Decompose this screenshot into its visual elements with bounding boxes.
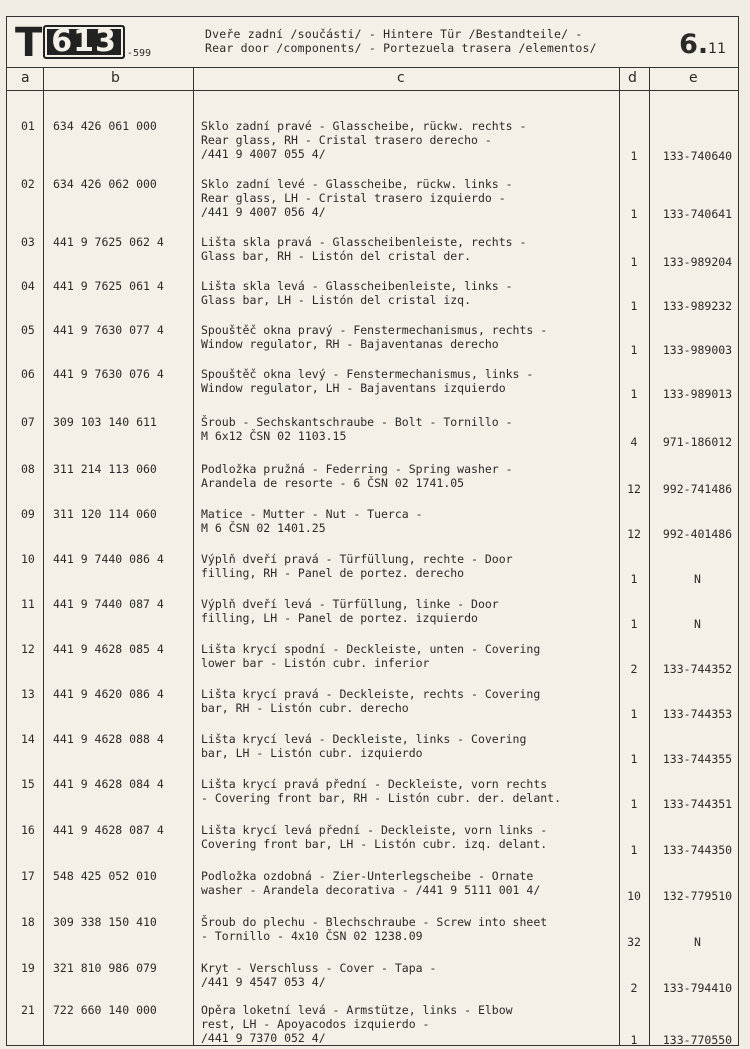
item-position: 16 (21, 823, 35, 837)
description-line: Rear glass, RH - Cristal trasero derecho - (201, 133, 492, 147)
title-line: Rear door /components/ - Portezuela trasera /elementos/ (205, 41, 597, 55)
description-line: Sklo zadní pravé - Glasscheibe, rückw. rechts - (201, 119, 527, 133)
part-description (201, 507, 621, 535)
description-line: Window regulator, RH - Bajaventanas derecho (201, 337, 499, 351)
item-position: 04 (21, 279, 35, 293)
description-line: M 6 ČSN 02 1401.25 (201, 521, 326, 535)
part-description (201, 462, 621, 490)
part-number: 441 9 4628 087 4 (53, 823, 164, 837)
quantity: 4 (630, 435, 638, 449)
quantity: 1 (630, 299, 638, 313)
description-line: lower bar - Listón cubr. inferior (201, 656, 430, 670)
part-number: 441 9 7625 062 4 (53, 235, 164, 249)
part-description (201, 415, 621, 443)
description-line: rest, LH - Apoyacodos izquierdo - (201, 1017, 430, 1031)
quantity: 2 (630, 662, 638, 676)
t613-logo (15, 20, 152, 66)
description-line: Kryt - Verschluss - Cover - Tapa - (201, 961, 437, 975)
part-number: 441 9 7440 087 4 (53, 597, 164, 611)
page-number (679, 29, 726, 60)
quantity: 1 (630, 843, 638, 857)
part-description (201, 279, 621, 307)
quantity: 12 (627, 527, 641, 541)
quantity: 1 (630, 752, 638, 766)
part-number: 634 426 062 000 (53, 177, 157, 191)
quantity: 1 (630, 149, 638, 163)
description-line: Podložka ozdobná - Zier-Unterlegscheibe - Ornate (201, 869, 534, 883)
column-header-b: b (111, 70, 120, 86)
order-code: N (694, 572, 701, 586)
description-line: Arandela de resorte - 6 ČSN 02 1741.05 (201, 476, 465, 490)
description-line: Glass bar, RH - Listón del cristal der. (201, 249, 472, 263)
quantity: 1 (630, 255, 638, 269)
part-number: 311 120 114 060 (53, 507, 157, 521)
description-line: /441 9 4007 055 4/ (201, 147, 326, 161)
description-line: bar, LH - Listón cubr. izquierdo (201, 746, 423, 760)
logo-suffix: -599 (126, 48, 152, 59)
part-description (201, 235, 621, 263)
description-line: filling, RH - Panel de portez. derecho (201, 566, 465, 580)
item-position: 07 (21, 415, 35, 429)
description-line: Lišta krycí spodní - Deckleiste, unten - Covering (201, 642, 541, 656)
description-line: - Tornillo - 4x10 ČSN 02 1238.09 (201, 929, 423, 943)
column-header-c: c (397, 70, 405, 86)
description-line: Glass bar, LH - Listón del cristal izq. (201, 293, 472, 307)
description-line: Lišta krycí pravá - Deckleiste, rechts - Covering (201, 687, 541, 701)
quantity: 12 (627, 482, 641, 496)
order-code: 133-989232 (662, 299, 733, 313)
item-position: 15 (21, 777, 35, 791)
order-code: 132-779510 (662, 889, 733, 903)
description-line: Lišta skla pravá - Glasscheibenleiste, rechts - (201, 235, 527, 249)
order-code: 992-401486 (662, 527, 733, 541)
quantity: 10 (627, 889, 641, 903)
description-line: Sklo zadní levé - Glasscheibe, rückw. links - (201, 177, 513, 191)
part-number: 441 9 7630 077 4 (53, 323, 164, 337)
item-position: 09 (21, 507, 35, 521)
order-code: 133-989204 (662, 255, 733, 269)
part-number: 441 9 4628 084 4 (53, 777, 164, 791)
page-number-main: 6. (679, 29, 709, 60)
quantity: 1 (630, 207, 638, 221)
description-line: washer - Arandela decorativa - /441 9 5111 001 4/ (201, 883, 541, 897)
quantity: 1 (630, 617, 638, 631)
order-code: 133-740641 (662, 207, 733, 221)
description-line: Šroub - Sechskantschraube - Bolt - Tornillo - (201, 415, 513, 429)
description-line: Výplň dveří levá - Türfüllung, linke - Door (201, 597, 499, 611)
description-line: Matice - Mutter - Nut - Tuerca - (201, 507, 423, 521)
column-header-a: a (21, 70, 30, 86)
item-position: 06 (21, 367, 35, 381)
item-position: 01 (21, 119, 35, 133)
item-position: 19 (21, 961, 35, 975)
item-position: 13 (21, 687, 35, 701)
description-line: Lišta krycí levá přední - Deckleiste, vorn links - (201, 823, 548, 837)
part-number: 634 426 061 000 (53, 119, 157, 133)
part-number: 441 9 4628 085 4 (53, 642, 164, 656)
order-code: 133-989003 (662, 343, 733, 357)
sheet-header (7, 17, 738, 68)
part-number: 441 9 7440 086 4 (53, 552, 164, 566)
column-header-d: d (628, 70, 637, 86)
order-code: 133-744350 (662, 843, 733, 857)
column-header-row (7, 68, 738, 91)
description-line: Opěra loketní levá - Armstütze, links - Elbow (201, 1003, 513, 1017)
order-code: 133-740640 (662, 149, 733, 163)
description-line: Lišta krycí pravá přední - Deckleiste, vorn rechts (201, 777, 548, 791)
item-position: 05 (21, 323, 35, 337)
description-line: filling, LH - Panel de portez. izquierdo (201, 611, 478, 625)
description-line: Výplň dveří pravá - Türfüllung, rechte - Door (201, 552, 513, 566)
order-code: 992-741486 (662, 482, 733, 496)
column-divider (649, 67, 650, 1045)
quantity: 2 (630, 981, 638, 995)
page-number-sub: 11 (708, 41, 726, 57)
quantity: 1 (630, 343, 638, 357)
item-position: 18 (21, 915, 35, 929)
parts-sheet (6, 16, 739, 1046)
part-description (201, 823, 621, 851)
order-code: 133-989013 (662, 387, 733, 401)
item-position: 03 (21, 235, 35, 249)
order-code: 133-770550 (662, 1033, 733, 1047)
description-line: /441 9 4547 053 4/ (201, 975, 326, 989)
order-code: 971-186012 (662, 435, 733, 449)
part-number: 311 214 113 060 (53, 462, 157, 476)
part-description (201, 777, 621, 805)
description-line: - Covering front bar, RH - Listón cubr. der. delant. (201, 791, 562, 805)
order-code: 133-744352 (662, 662, 733, 676)
part-description (201, 367, 621, 395)
quantity: 1 (630, 797, 638, 811)
logo-letter: T (15, 20, 41, 66)
part-number: 309 338 150 410 (53, 915, 157, 929)
part-description (201, 177, 621, 219)
order-code: 133-794410 (662, 981, 733, 995)
part-description (201, 915, 621, 943)
logo-number: 613 (43, 25, 125, 59)
order-code: 133-744351 (662, 797, 733, 811)
item-position: 02 (21, 177, 35, 191)
description-line: bar, RH - Listón cubr. derecho (201, 701, 409, 715)
part-description (201, 1003, 621, 1045)
part-description (201, 597, 621, 625)
description-line: Spouštěč okna pravý - Fenstermechanismus, rechts - (201, 323, 548, 337)
description-line: Window regulator, LH - Bajaventans izquierdo (201, 381, 506, 395)
part-number: 441 9 4628 088 4 (53, 732, 164, 746)
part-number: 441 9 4620 086 4 (53, 687, 164, 701)
part-description (201, 642, 621, 670)
order-code: 133-744355 (662, 752, 733, 766)
description-line: M 6x12 ČSN 02 1103.15 (201, 429, 347, 443)
part-description (201, 687, 621, 715)
item-position: 10 (21, 552, 35, 566)
column-header-e: e (689, 70, 698, 86)
quantity: 1 (630, 1033, 638, 1047)
part-description (201, 119, 621, 161)
description-line: Spouštěč okna levý - Fenstermechanismus, links - (201, 367, 534, 381)
description-line: /441 9 4007 056 4/ (201, 205, 326, 219)
column-divider (193, 67, 194, 1045)
part-description (201, 961, 621, 989)
item-position: 17 (21, 869, 35, 883)
page-title (205, 27, 597, 55)
order-code: 133-744353 (662, 707, 733, 721)
item-position: 12 (21, 642, 35, 656)
title-line: Dveře zadní /součásti/ - Hintere Tür /Bestandteile/ - (205, 27, 583, 41)
description-line: Rear glass, LH - Cristal trasero izquierdo - (201, 191, 506, 205)
item-position: 11 (21, 597, 35, 611)
description-line: Podložka pružná - Federring - Spring washer - (201, 462, 513, 476)
part-description (201, 323, 621, 351)
description-line: Šroub do plechu - Blechschraube - Screw into sheet (201, 915, 548, 929)
quantity: 1 (630, 572, 638, 586)
quantity: 1 (630, 387, 638, 401)
column-divider (43, 67, 44, 1045)
quantity: 32 (627, 935, 641, 949)
part-number: 309 103 140 611 (53, 415, 157, 429)
description-line: Covering front bar, LH - Listón cubr. izq. delant. (201, 837, 548, 851)
part-description (201, 552, 621, 580)
part-number: 321 810 986 079 (53, 961, 157, 975)
order-code: N (694, 935, 701, 949)
item-position: 14 (21, 732, 35, 746)
part-number: 441 9 7630 076 4 (53, 367, 164, 381)
part-description (201, 732, 621, 760)
item-position: 08 (21, 462, 35, 476)
part-description (201, 869, 621, 897)
part-number: 722 660 140 000 (53, 1003, 157, 1017)
quantity: 1 (630, 707, 638, 721)
description-line: /441 9 7370 052 4/ (201, 1031, 326, 1045)
item-position: 21 (21, 1003, 35, 1017)
description-line: Lišta krycí levá - Deckleiste, links - Covering (201, 732, 527, 746)
part-number: 441 9 7625 061 4 (53, 279, 164, 293)
description-line: Lišta skla levá - Glasscheibenleiste, links - (201, 279, 513, 293)
order-code: N (694, 617, 701, 631)
part-number: 548 425 052 010 (53, 869, 157, 883)
